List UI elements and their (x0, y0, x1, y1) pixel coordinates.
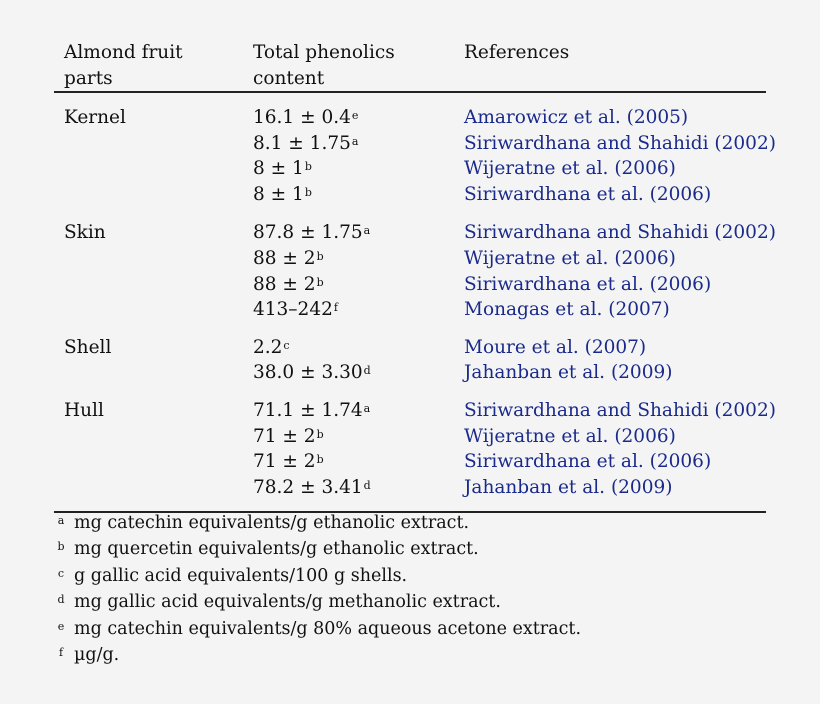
value-text: 88 ± 2 (253, 273, 316, 295)
reference-link[interactable]: Siriwardhana et al. (2006) (464, 183, 712, 205)
footnote-marker: b (316, 249, 324, 263)
footnotes (54, 510, 766, 668)
footnote-marker: c (283, 338, 290, 352)
phenolics-value (253, 424, 324, 450)
part-label: Shell (64, 336, 112, 358)
phenolics-value (253, 449, 324, 475)
reference-link[interactable]: Wijeratne et al. (2006) (464, 247, 676, 269)
footnote-text: mg catechin equivalents/g ethanolic extract. (74, 513, 470, 533)
footnote-text: mg gallic acid equivalents/g methanolic extract. (74, 592, 501, 613)
footnote-mark: b (57, 540, 65, 554)
footnote-marker: b (316, 427, 324, 441)
footnote-marker: e (351, 109, 359, 122)
part-label: Skin (64, 222, 106, 244)
table-row (54, 105, 766, 131)
reference-link[interactable]: Siriwardhana et al. (2006) (464, 451, 712, 473)
phenolics-value (253, 182, 312, 208)
footnote-text: mg catechin equivalents/g 80% aqueous acetone extract. (74, 618, 582, 639)
value-text: 38.0 ± 3.30 (253, 362, 363, 384)
part-label: Hull (64, 399, 104, 421)
table-row (54, 272, 766, 298)
phenolics-value (253, 335, 290, 361)
table-row (54, 335, 766, 361)
header-total-phenolics (253, 40, 395, 92)
footnote-mark: c (57, 566, 65, 580)
reference-link[interactable]: Monagas et al. (2007) (464, 299, 670, 321)
value-text: 71 ± 2 (253, 425, 316, 447)
reference-link[interactable]: Siriwardhana and Shahidi (2002) (464, 132, 776, 154)
value-text: 413–242 (253, 299, 333, 321)
table-row (54, 156, 766, 182)
table-row (54, 246, 766, 272)
footnote (54, 616, 766, 642)
footnote (54, 642, 766, 668)
phenolics-value (253, 105, 358, 131)
phenolics-table (54, 40, 776, 513)
header-col2-line2: content (253, 68, 325, 89)
table-row (54, 182, 766, 208)
footnote-mark: e (57, 619, 65, 633)
value-text: 8.1 ± 1.75 (253, 132, 351, 154)
footnote-mark: d (57, 593, 65, 607)
footnote-marker: b (316, 275, 324, 289)
footnote-marker: d (363, 364, 371, 378)
header-col1-line2: parts (64, 68, 113, 89)
footnote-marker: b (316, 453, 324, 467)
reference-link[interactable]: Siriwardhana and Shahidi (2002) (464, 222, 776, 244)
footnote-marker: a (351, 134, 359, 148)
phenolics-value (253, 475, 371, 501)
value-text: 71 ± 2 (253, 451, 316, 473)
value-text: 8 ± 1 (253, 158, 304, 180)
phenolics-value (253, 246, 324, 272)
table-row (54, 220, 776, 246)
group-skin (54, 207, 776, 322)
value-text: 2.2 (253, 336, 283, 358)
value-text: 71.1 ± 1.74 (253, 399, 363, 421)
table-row (54, 449, 766, 475)
value-text: 16.1 ± 0.4 (253, 107, 351, 128)
phenolics-value (253, 131, 358, 157)
reference-link[interactable]: Siriwardhana and Shahidi (2002) (464, 399, 776, 421)
phenolics-value (253, 297, 338, 323)
table-header (54, 40, 766, 93)
header-col2-line1: Total phenolics (253, 42, 395, 63)
reference-link[interactable]: Wijeratne et al. (2006) (464, 158, 676, 180)
table-row (54, 424, 766, 450)
part-label: Kernel (64, 107, 126, 128)
footnote (54, 563, 766, 589)
header-almond-fruit-parts (64, 40, 183, 92)
reference-link[interactable]: Wijeratne et al. (2006) (464, 425, 676, 447)
header-col1-line1: Almond fruit (64, 42, 183, 63)
phenolics-value (253, 156, 312, 182)
value-text: 88 ± 2 (253, 247, 316, 269)
phenolics-value (253, 398, 370, 424)
footnote-marker: a (363, 401, 371, 415)
footnote-marker: d (363, 478, 371, 492)
group-kernel (54, 93, 776, 207)
reference-link[interactable]: Jahanban et al. (2009) (464, 362, 673, 384)
footnote-marker: b (304, 160, 312, 174)
footnote-marker: a (363, 224, 371, 238)
table-row (54, 131, 776, 157)
footnote-marker: f (333, 301, 338, 315)
reference-link[interactable]: Jahanban et al. (2009) (464, 476, 673, 498)
group-shell (54, 323, 766, 386)
value-text: 78.2 ± 3.41 (253, 476, 363, 498)
table-row (54, 297, 766, 323)
group-hull (54, 386, 776, 511)
footnote (54, 589, 766, 615)
table-row (54, 398, 776, 424)
phenolics-value (253, 360, 371, 386)
value-text: 87.8 ± 1.75 (253, 222, 363, 244)
phenolics-value (253, 220, 370, 246)
footnote-marker: b (304, 185, 312, 199)
table-row (54, 360, 766, 386)
table-row (54, 475, 766, 501)
footnote-text: µg/g. (74, 644, 120, 665)
reference-link[interactable]: Moure et al. (2007) (464, 336, 647, 358)
phenolics-value (253, 272, 324, 298)
reference-link[interactable]: Siriwardhana et al. (2006) (464, 273, 712, 295)
header-references: References (464, 42, 570, 63)
footnote-text: mg quercetin equivalents/g ethanolic extract. (74, 539, 479, 560)
reference-link[interactable]: Amarowicz et al. (2005) (464, 107, 689, 128)
footnote (54, 536, 766, 562)
footnote-text: g gallic acid equivalents/100 g shells. (74, 565, 408, 586)
footnote-mark: a (57, 514, 65, 527)
table-body (54, 93, 776, 511)
footnote-mark: f (58, 645, 64, 659)
value-text: 8 ± 1 (253, 183, 304, 205)
footnote (54, 510, 766, 536)
